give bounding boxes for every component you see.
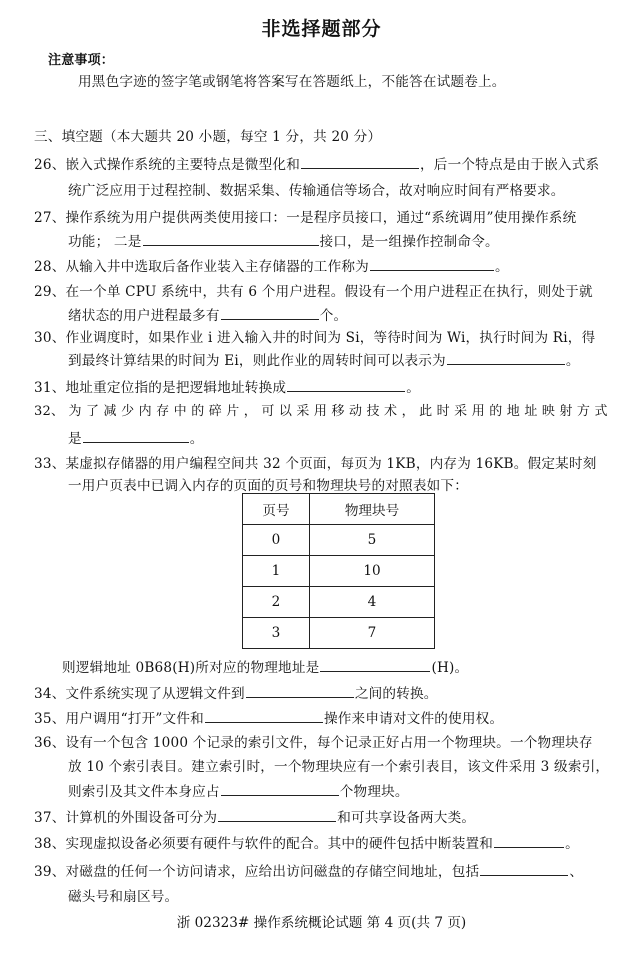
q37-text-b: 和可共享设备两大类。 — [337, 810, 476, 826]
table-header-row — [243, 494, 435, 525]
question-28 — [34, 255, 509, 275]
table-row — [243, 525, 435, 556]
q33-text-a: 则逻辑地址 0B68(H)所对应的物理地址是 — [62, 660, 320, 676]
table-row — [243, 618, 435, 649]
question-36-line-1: 36、设有一个包含 1000 个记录的索引文件，每个记录正好占用一个物理块。一个物理块存 — [34, 735, 593, 751]
question-31 — [34, 376, 420, 396]
question-26-line-2: 统广泛应用于过程控制、数据采集、传输通信等场合，故对响应时间有严格要求。 — [68, 183, 565, 199]
table-row — [243, 556, 435, 587]
q32-text-a: 是 — [68, 431, 82, 447]
q36-text-a: 则索引及其文件本身应占 — [68, 784, 220, 800]
q30-blank[interactable] — [447, 350, 565, 365]
question-39-line-2: 磁头号和扇区号。 — [68, 889, 179, 905]
q34-text-a: 34、文件系统实现了从逻辑文件到 — [34, 686, 245, 702]
header-block-number: 物理块号 — [310, 494, 435, 525]
page-number-cell: 3 — [243, 618, 310, 649]
q37-blank[interactable] — [218, 807, 336, 822]
q30-text-a: 到最终计算结果的时间为 Ei，则此作业的周转时间可以表示为 — [68, 353, 446, 369]
question-29-line-1: 29、在一个单 CPU 系统中，共有 6 个用户进程。假设有一个用户进程正在执行，则处于就 — [34, 284, 593, 300]
q32-text-b: 。 — [189, 431, 204, 447]
q31-blank[interactable] — [287, 377, 405, 392]
q27-blank[interactable] — [143, 231, 319, 246]
question-36-line-2: 放 10 个索引表目。建立索引时，一个物理块应有一个索引表目，该文件采用 3 级索引， — [68, 759, 610, 775]
question-32-line-1: 32、 为 了 减 少 内 存 中 的 碎 片 ， 可 以 采 用 移 动 技 术 ， 此 时 采 用 的 地 址 映 射 方 式 — [34, 404, 608, 419]
question-33-line-1: 33、某虚拟存储器的用户编程空间共 32 个页面，每页为 1KB，内存为 16KB。假定某时刻 — [34, 456, 597, 472]
q31-text-b: 。 — [406, 380, 420, 396]
q35-text-a: 35、用户调用“打开”文件和 — [34, 711, 204, 727]
page-number-cell: 2 — [243, 587, 310, 618]
q36-text-b: 个物理块。 — [339, 784, 409, 800]
q29-text-b: 个。 — [319, 308, 348, 324]
q31-text-a: 31、地址重定位指的是把逻辑地址转换成 — [34, 380, 287, 396]
page-number-cell: 1 — [243, 556, 310, 587]
question-32-line-2 — [68, 427, 204, 447]
block-number-cell: 7 — [310, 618, 435, 649]
block-number-cell: 10 — [310, 556, 435, 587]
question-30-line-1: 30、作业调度时，如果作业 i 进入输入井的时间为 Si，等待时间为 Wi，执行时间为 Ri，得 — [34, 330, 596, 346]
question-33-line-2: 一用户页表中已调入内存的页面的页号和物理块号的对照表如下： — [68, 478, 469, 494]
block-number-cell: 5 — [310, 525, 435, 556]
notice-text: 用黑色字迹的签字笔或钢笔将答案写在答题纸上，不能答在试题卷上。 — [78, 74, 506, 90]
question-33-line-3 — [62, 656, 468, 676]
header-page-number: 页号 — [243, 494, 310, 525]
q33-text-b: (H)。 — [431, 660, 469, 676]
q28-text-a: 28、从输入井中选取后备作业装入主存储器的工作称为 — [34, 259, 369, 275]
question-27-line-2 — [68, 230, 499, 250]
question-30-line-2 — [68, 349, 580, 369]
question-35 — [34, 707, 503, 727]
question-39-line-1 — [34, 860, 583, 880]
q39-blank[interactable] — [480, 861, 568, 876]
q26-text-b: ，后一个特点是由于嵌入式系 — [419, 157, 600, 173]
q28-blank[interactable] — [370, 256, 494, 271]
q39-text-a: 39、对磁盘的任何一个访问请求，应给出访问磁盘的存储空间地址，包括 — [34, 864, 480, 880]
question-26-line-1 — [34, 153, 599, 173]
q26-blank[interactable] — [301, 154, 419, 169]
q34-text-b: 之间的转换。 — [354, 686, 438, 702]
q35-blank[interactable] — [205, 708, 323, 723]
question-37 — [34, 806, 475, 826]
question-36-line-3 — [68, 780, 409, 800]
page-footer: 浙 02323# 操作系统概论试题 第 4 页(共 7 页) — [176, 915, 467, 931]
section-heading: 三、填空题（本大题共 20 小题，每空 1 分，共 20 分） — [34, 129, 382, 145]
q29-blank[interactable] — [221, 305, 319, 320]
q38-blank[interactable] — [494, 833, 564, 848]
q35-text-b: 操作来申请对文件的使用权。 — [323, 711, 504, 727]
q39-text-b: 、 — [569, 864, 584, 880]
question-34 — [34, 682, 438, 702]
q27-text-a: 功能； 二是 — [68, 234, 142, 250]
block-number-cell: 4 — [310, 587, 435, 618]
q26-text-a: 26、嵌入式操作系统的主要特点是微型化和 — [34, 157, 300, 173]
q29-text-a: 绪状态的用户进程最多有 — [68, 308, 220, 324]
page-number-cell: 0 — [243, 525, 310, 556]
q30-text-b: 。 — [565, 353, 580, 369]
q37-text-a: 37、计算机的外围设备可分为 — [34, 810, 218, 826]
q32-blank[interactable] — [83, 428, 189, 443]
table-row — [243, 587, 435, 618]
question-38 — [34, 832, 579, 852]
page-table — [242, 493, 435, 649]
q34-blank[interactable] — [246, 683, 354, 698]
q38-text-a: 38、实现虚拟设备必须要有硬件与软件的配合。其中的硬件包括中断装置和 — [34, 836, 494, 852]
q27-text-b: 接口，是一组操作控制命令。 — [319, 234, 499, 250]
q36-blank[interactable] — [221, 781, 339, 796]
question-27-line-1: 27、操作系统为用户提供两类使用接口：一是程序员接口，通过“系统调用”使用操作系统 — [34, 210, 577, 226]
q38-text-b: 。 — [565, 836, 579, 852]
question-29-line-2 — [68, 304, 347, 324]
notice-heading: 注意事项： — [48, 53, 115, 68]
q33-blank[interactable] — [320, 657, 430, 672]
q28-text-b: 。 — [494, 259, 509, 275]
page-title: 非选择题部分 — [261, 18, 382, 40]
